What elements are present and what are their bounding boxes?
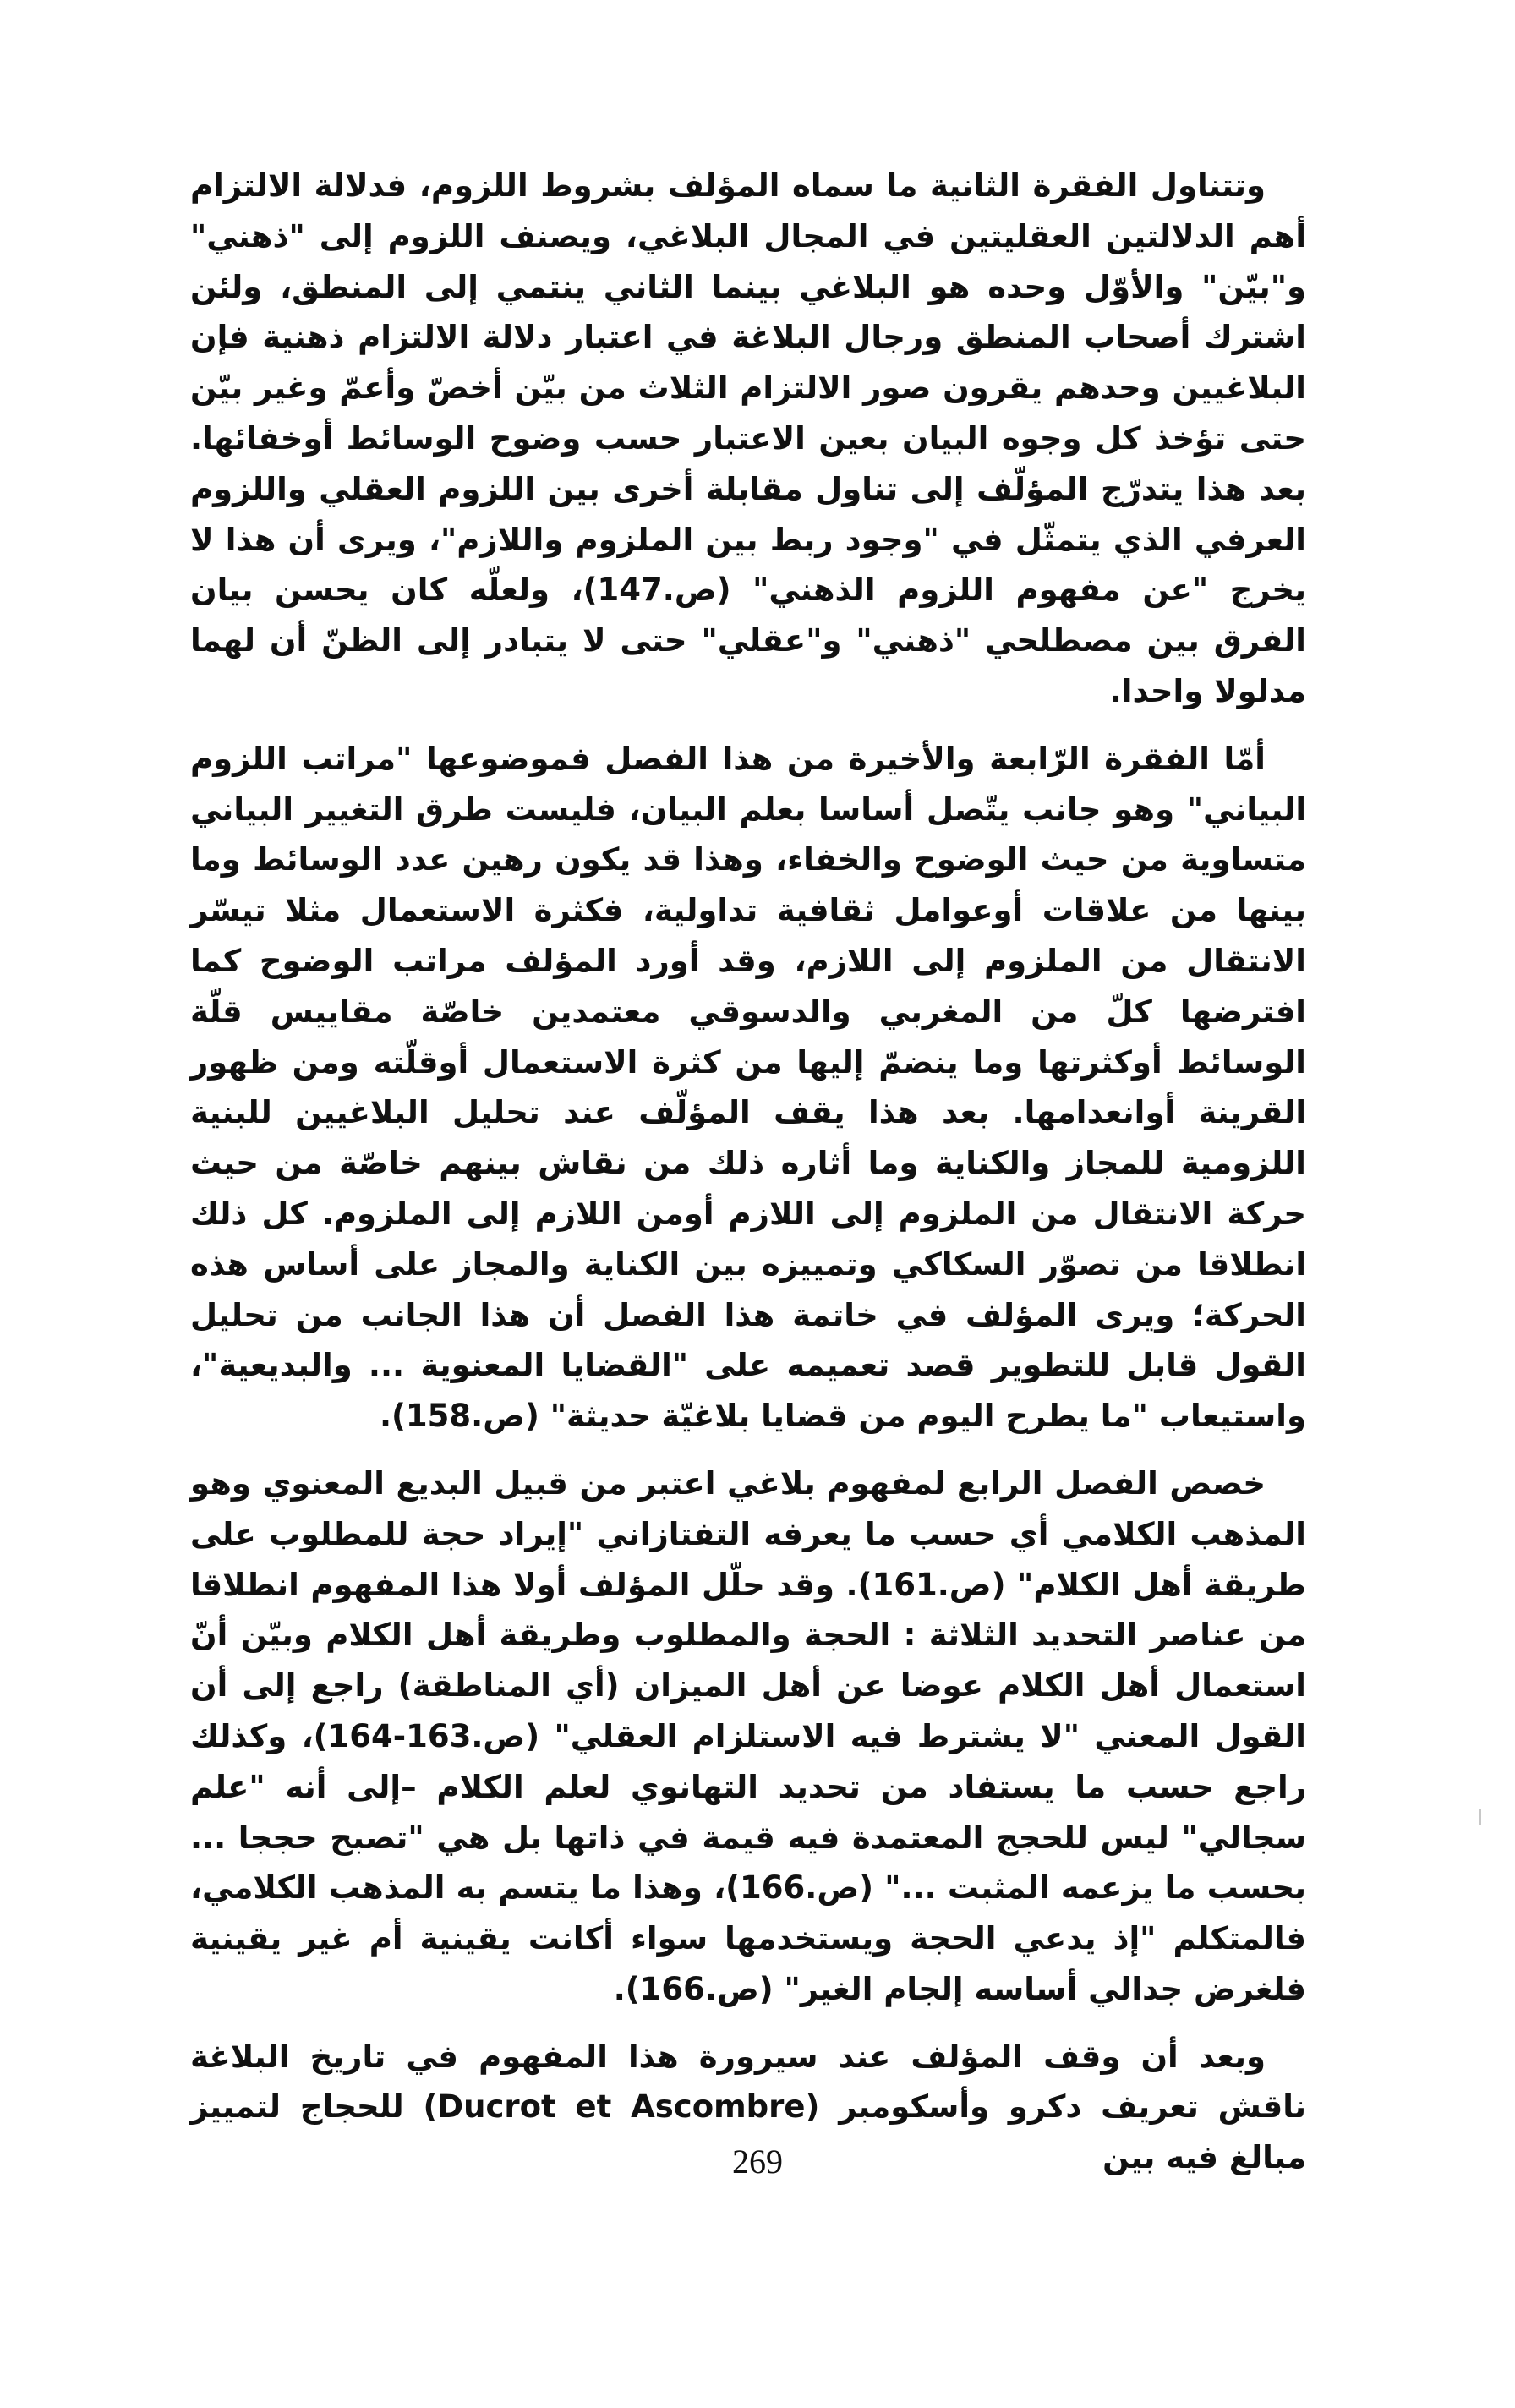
margin-mark	[1479, 1809, 1481, 1825]
paragraph-4: وبعد أن وقف المؤلف عند سيرورة هذا المفهوم في تاريخ البلاغة ناقش تعريف دكرو وأسكومبر (Ducrot et Ascombre) للحجاج لتمييز مبالغ فيه بين	[190, 2038, 1306, 2176]
page-number: 269	[732, 2143, 783, 2181]
paragraph-3: خصص الفصل الرابع لمفهوم بلاغي اعتبر من قبيل البديع المعنوي وهو المذهب الكلامي أي حسب ما يعرفه التفتازاني "إيراد حجة للمطلوب على طريقة أهل الكلام" (ص.161). وقد حلّل المؤلف أولا هذا المفهوم انطلاقا من عناصر التحديد الثلاثة : الحجة والمطلوب وطريقة أهل الكلام وبيّن أنّ استعمال أهل الكلام عوضا عن أهل الميزان (أي المناطقة) راجع إلى أن القول المعني "لا يشترط فيه الاستلزام العقلي" (ص.163-164)، وكذلك راجع حسب ما يستفاد من تحديد التهانوي لعلم الكلام –إلى أنه "علم سجالي" ليس للحجج المعتمدة فيه قيمة في ذاتها بل هي "تصبح حججا ... بحسب ما يزعمه المثبت ..." (ص.166)، وهذا ما يتسم به المذهب الكلامي، فالمتكلم "إذ يدعي الحجة ويستخدمها سواء أكانت يقينية أم غير يقينية فلغرض جدالي أساسه إلجام الغير" (ص.166).	[190, 1464, 1307, 2007]
paragraph-1: وتتناول الفقرة الثانية ما سماه المؤلف بشروط اللزوم، فدلالة الالتزام أهم الدلالتين العقليتين في المجال البلاغي، ويصنف اللزوم إلى "ذهني" و"بيّن" والأوّل وحده هو البلاغي بينما الثاني ينتمي إلى المنطق، ولئن اشترك أصحاب المنطق ورجال البلاغة في اعتبار دلالة الالتزام ذهنية فإن البلاغيين وحدهم يقرون صور الالتزام الثلاث من بيّن أخصّ وأعمّ وغير بيّن حتى تؤخذ كل وجوه البيان بعين الاعتبار حسب وضوح الوسائط أوخفائها. بعد هذا يتدرّج المؤلّف إلى تناول مقابلة أخرى بين اللزوم العقلي واللزوم العرفي الذي يتمثّل في "وجود ربط بين الملزوم واللازم"، ويرى أن هذا لا يخرج "عن مفهوم اللزوم الذهني" (ص.147)، ولعلّه كان يحسن بيان الفرق بين مصطلحي "ذهني" و"عقلي" حتى لا يتبادر إلى الظنّ أن لهما مدلولا واحدا.	[190, 167, 1306, 709]
paragraph-2: أمّا الفقرة الرّابعة والأخيرة من هذا الفصل فموضوعها "مراتب اللزوم البياني" وهو جانب يتّصل أساسا بعلم البيان، فليست طرق التغيير البياني متساوية من حيث الوضوح والخفاء، وهذا قد يكون رهين عدد الوسائط وما بينها من علاقات أوعوامل ثقافية تداولية، فكثرة الاستعمال مثلا تيسّر الانتقال من الملزوم إلى اللازم، وقد أورد المؤلف مراتب الوضوح كما افترضها كلّ من المغربي والدسوقي معتمدين خاصّة مقاييس قلّة الوسائط أوكثرتها وما ينضمّ إليها من كثرة الاستعمال أوقلّته ومن ظهور القرينة أوانعدامها. بعد هذا يقف المؤلّف عند تحليل البلاغيين للبنية اللزومية للمجاز والكناية وما أثاره ذلك من نقاش بينهم خاصّة من حيث حركة الانتقال من الملزوم إلى اللازم أومن اللازم إلى الملزوم. كل ذلك انطلاقا من تصوّر السكاكي وتمييزه بين الكناية والمجاز على أساس هذه الحركة؛ ويرى المؤلف في خاتمة هذا الفصل أن هذا الجانب من تحليل القول قابل للتطوير قصد تعميمه على "القضايا المعنوية ... والبديعية"، واستيعاب "ما يطرح اليوم من قضايا بلاغيّة حديثة" (ص.158).	[190, 740, 1306, 1435]
body-text	[190, 161, 1306, 2200]
